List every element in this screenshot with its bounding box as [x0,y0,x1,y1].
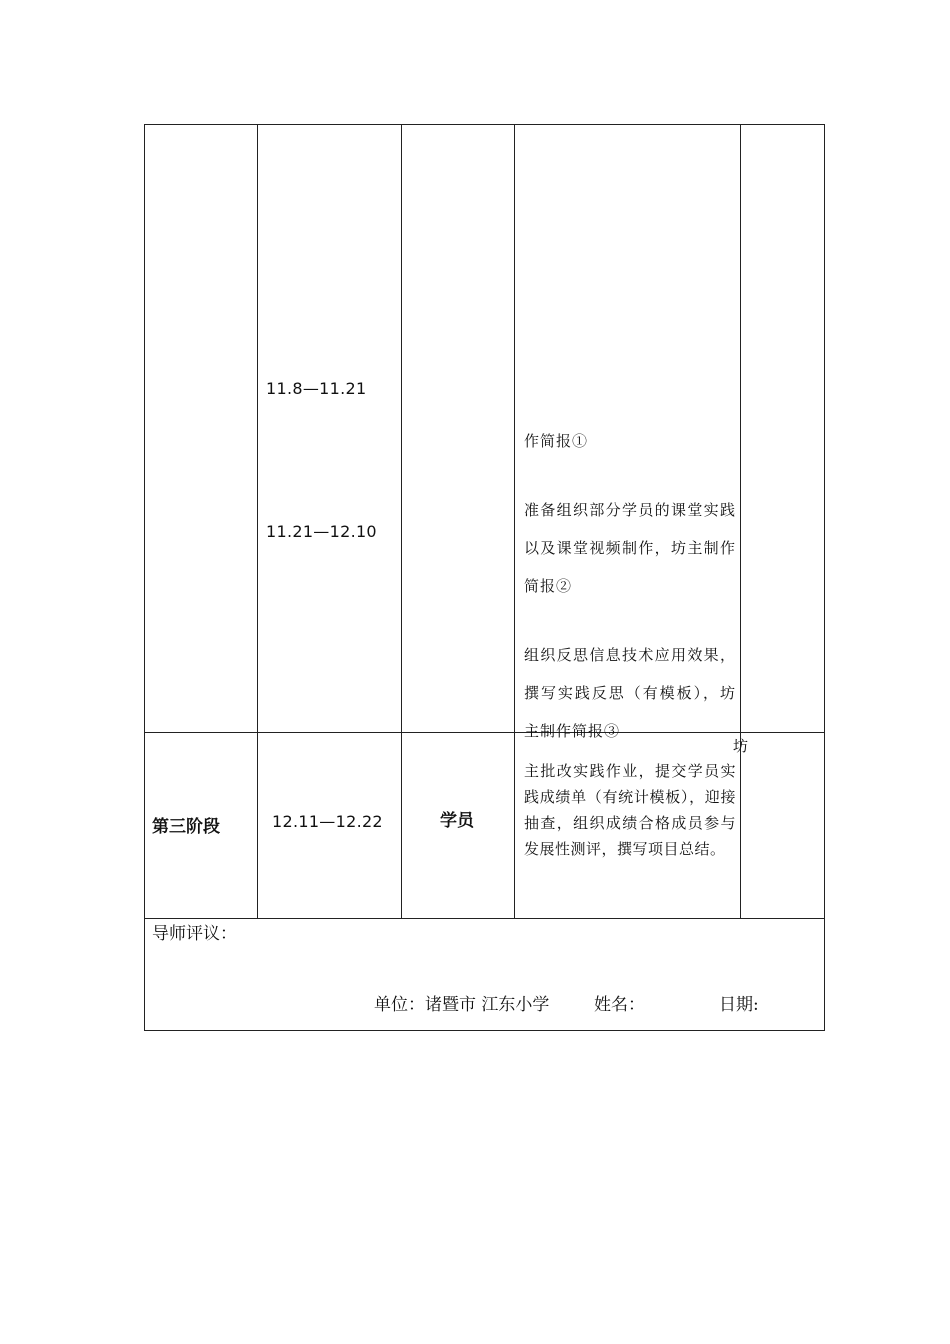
mentor-comment-label: 导师评议： [152,924,237,944]
unit-field: 单位：诸暨市 江东小学 [374,995,550,1015]
role-label: 学员 [440,811,474,831]
table-bottom-border [144,1030,825,1031]
date-field: 日期: [719,995,759,1015]
date-range-1: 11.8—11.21 [266,379,367,398]
column-divider-4 [740,124,741,919]
stage-three-task: 主批改实践作业，提交学员实践成绩单（有统计模板），迎接抽查，组织成绩合格成员参与发展性测评，撰写项目总结。 [524,762,736,858]
column-divider-1 [257,124,258,919]
date-range-2: 11.21—12.10 [266,522,377,541]
stage-three-date: 12.11—12.22 [272,812,383,831]
table-top-border [144,124,825,125]
name-field: 姓名： [594,995,645,1015]
task-prefix: 坊 [733,737,749,755]
column-divider-2 [401,124,402,919]
column-divider-3 [514,124,515,919]
task-text-2: 准备组织部分学员的课堂实践以及课堂视频制作，坊主制作简报② [524,501,736,595]
table-left-border [144,124,145,1031]
task-text-3: 组织反思信息技术应用效果，撰写实践反思（有模板），坊主制作简报③ [524,646,736,740]
task-text-1: 作简报① [524,432,589,450]
row-divider-comment [144,918,825,919]
stage-label: 第三阶段 [152,817,220,837]
table-right-border [824,124,825,1031]
